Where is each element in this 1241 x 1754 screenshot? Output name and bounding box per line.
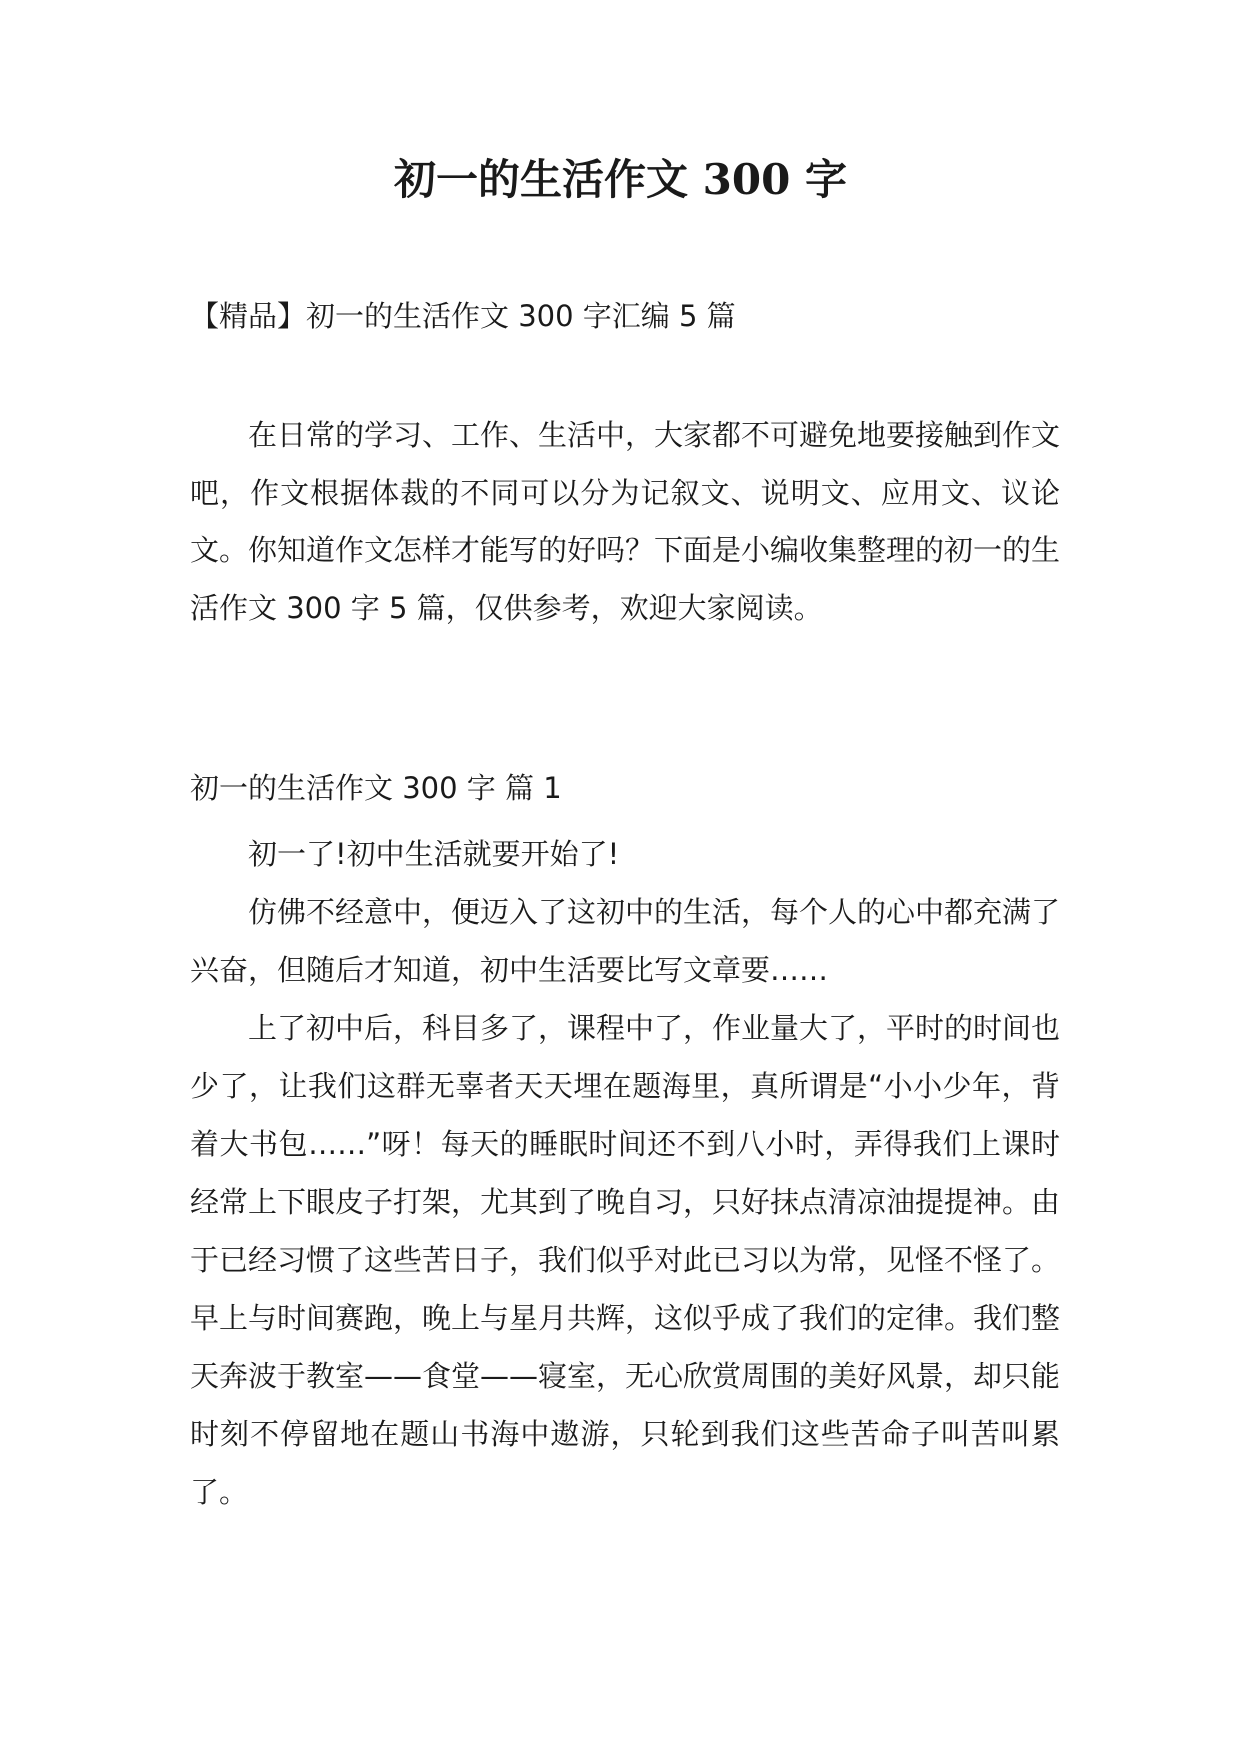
document-subtitle: 【精品】初一的生活作文 300 字汇编 5 篇	[190, 299, 736, 333]
essay-body	[190, 825, 1060, 1521]
section-heading: 初一的生活作文 300 字 篇 1	[190, 771, 562, 805]
document-title: 初一的生活作文 300 字	[394, 155, 847, 204]
intro-paragraph: 在日常的学习、工作、生活中，大家都不可避免地要接触到作文吧，作文根据体裁的不同可以分为记叙文、说明文、应用文、议论文。你知道作文怎样才能写的好吗？下面是小编收集整理的初一的生活作文 300 字 5 篇，仅供参考，欢迎大家阅读。	[190, 418, 1061, 625]
essay-paragraph-2: 仿佛不经意中，便迈入了这初中的生活，每个人的心中都充满了兴奋，但随后才知道，初中生活要比写文章要……	[190, 895, 1061, 987]
essay-paragraph-3: 上了初中后，科目多了，课程中了，作业量大了，平时的时间也少了，让我们这群无辜者天天埋在题海里，真所谓是“小小少年，背着大书包……”呀！每天的睡眠时间还不到八小时，弄得我们上课时经常上下眼皮子打架，尤其到了晚自习，只好抹点清凉油提提神。由于已经习惯了这些苦日子，我们似乎对此已习以为常，见怪不怪了。早上与时间赛跑，晚上与星月共辉，这似乎成了我们的定律。我们整天奔波于教室——食堂——寝室，无心欣赏周围的美好风景，却只能时刻不停留地在题山书海中遨游，只轮到我们这些苦命子叫苦叫累了。	[190, 1011, 1061, 1509]
essay-paragraph-1: 初一了!初中生活就要开始了!	[248, 837, 620, 871]
intro-section	[190, 407, 1060, 637]
